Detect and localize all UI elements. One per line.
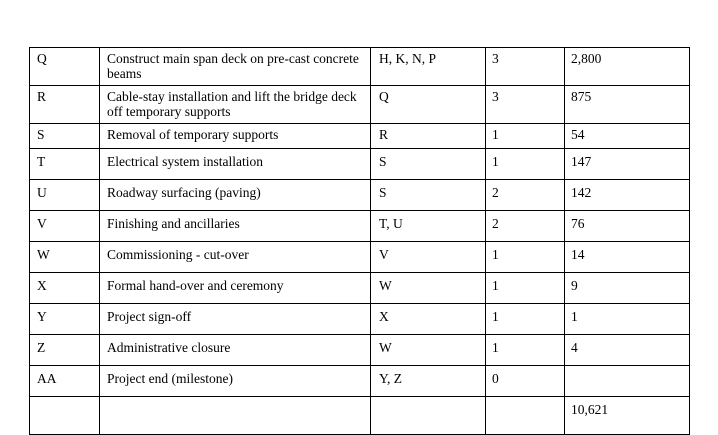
activity-id-cell: Z [30, 335, 100, 366]
cost-cell: 1 [565, 304, 690, 335]
activity-description-cell: Roadway surfacing (paving) [100, 180, 371, 211]
activity-id-cell: T [30, 149, 100, 180]
table-row [30, 304, 690, 335]
table-row [30, 124, 690, 149]
activity-id-cell: Q [30, 48, 100, 86]
duration-cell: 3 [486, 48, 565, 86]
activity-description-cell: Cable-stay installation and lift the bridge deck off temporary supports [100, 86, 371, 124]
activity-id-cell: X [30, 273, 100, 304]
duration-cell: 1 [486, 242, 565, 273]
empty-cell [371, 397, 486, 435]
cost-cell: 142 [565, 180, 690, 211]
activity-description-cell: Electrical system installation [100, 149, 371, 180]
duration-cell: 1 [486, 335, 565, 366]
activity-id-cell: R [30, 86, 100, 124]
activity-id-cell: Y [30, 304, 100, 335]
activity-id-cell: S [30, 124, 100, 149]
cost-cell: 2,800 [565, 48, 690, 86]
duration-cell: 3 [486, 86, 565, 124]
activity-description-cell: Formal hand-over and ceremony [100, 273, 371, 304]
cost-cell: 9 [565, 273, 690, 304]
predecessors-cell: H, K, N, P [371, 48, 486, 86]
duration-cell: 2 [486, 180, 565, 211]
predecessors-cell: S [371, 149, 486, 180]
table-row [30, 149, 690, 180]
activity-description-cell: Project sign-off [100, 304, 371, 335]
total-row [30, 397, 690, 435]
table-row [30, 48, 690, 86]
activity-id-cell: W [30, 242, 100, 273]
cost-cell: 54 [565, 124, 690, 149]
predecessors-cell: T, U [371, 211, 486, 242]
table-row [30, 335, 690, 366]
activity-table [29, 47, 690, 435]
activity-id-cell: AA [30, 366, 100, 397]
cost-cell: 76 [565, 211, 690, 242]
predecessors-cell: S [371, 180, 486, 211]
predecessors-cell: W [371, 273, 486, 304]
activity-description-cell: Commissioning - cut-over [100, 242, 371, 273]
cost-cell: 14 [565, 242, 690, 273]
duration-cell: 1 [486, 273, 565, 304]
table-row [30, 211, 690, 242]
cost-cell: 875 [565, 86, 690, 124]
duration-cell: 1 [486, 304, 565, 335]
total-cost-cell: 10,621 [565, 397, 690, 435]
activity-id-cell: V [30, 211, 100, 242]
table-row [30, 86, 690, 124]
predecessors-cell: R [371, 124, 486, 149]
empty-cell [486, 397, 565, 435]
activity-id-cell: U [30, 180, 100, 211]
activity-description-cell: Construct main span deck on pre-cast concrete beams [100, 48, 371, 86]
predecessors-cell: W [371, 335, 486, 366]
table-row [30, 180, 690, 211]
table-row [30, 366, 690, 397]
duration-cell: 0 [486, 366, 565, 397]
table-row [30, 273, 690, 304]
predecessors-cell: V [371, 242, 486, 273]
duration-cell: 1 [486, 124, 565, 149]
activity-description-cell: Administrative closure [100, 335, 371, 366]
duration-cell: 2 [486, 211, 565, 242]
activity-description-cell: Removal of temporary supports [100, 124, 371, 149]
activity-description-cell: Project end (milestone) [100, 366, 371, 397]
empty-cell [30, 397, 100, 435]
table-row [30, 242, 690, 273]
duration-cell: 1 [486, 149, 565, 180]
empty-cell [100, 397, 371, 435]
activity-description-cell: Finishing and ancillaries [100, 211, 371, 242]
cost-cell: 147 [565, 149, 690, 180]
predecessors-cell: X [371, 304, 486, 335]
cost-cell: 4 [565, 335, 690, 366]
predecessors-cell: Y, Z [371, 366, 486, 397]
cost-cell [565, 366, 690, 397]
predecessors-cell: Q [371, 86, 486, 124]
